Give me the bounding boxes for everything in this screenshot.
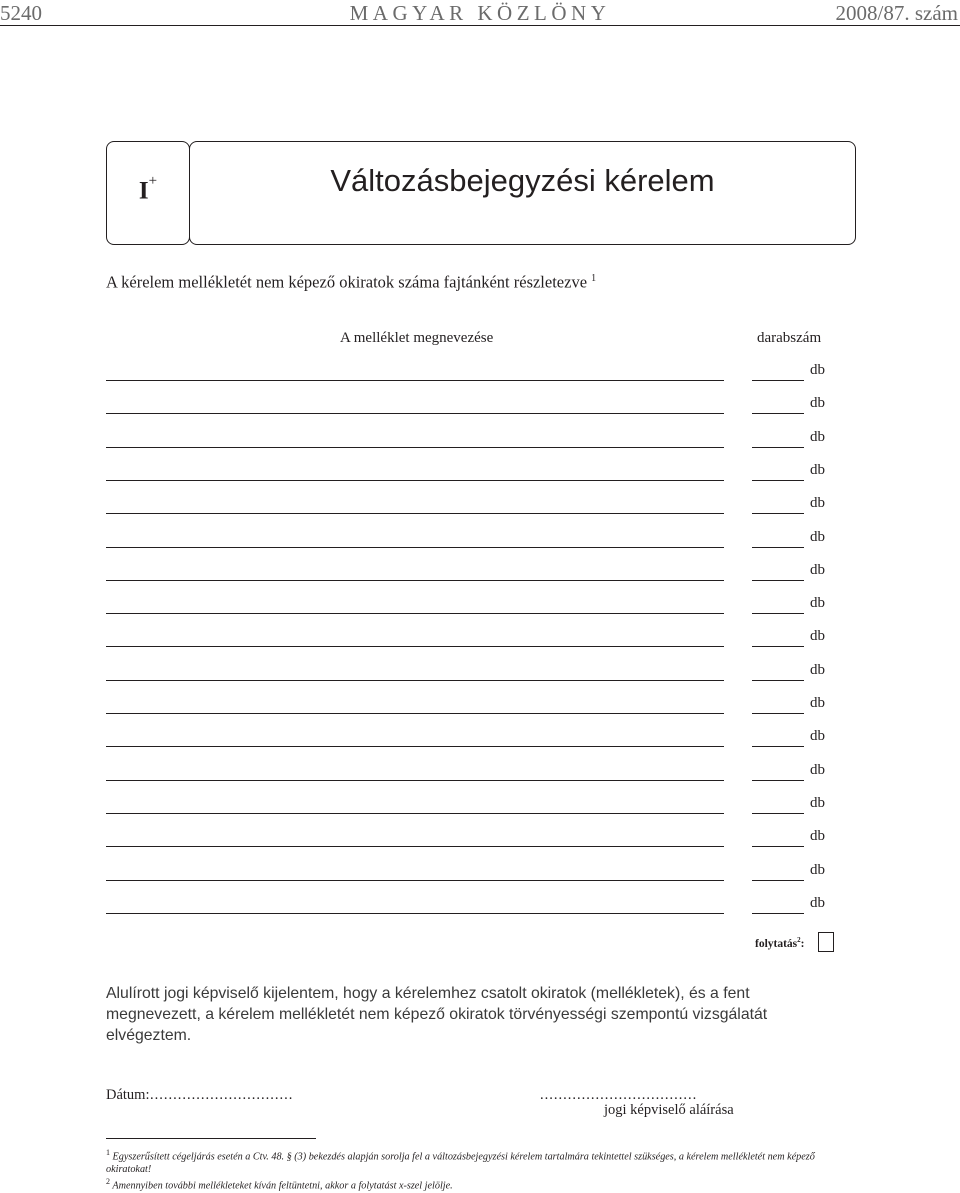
attachment-name-field[interactable]	[106, 380, 724, 381]
attachment-count-field[interactable]	[752, 913, 804, 914]
attachment-name-field[interactable]	[106, 513, 724, 514]
count-unit: db	[810, 794, 825, 811]
attachment-row	[0, 561, 960, 588]
count-unit: db	[810, 595, 825, 612]
attachment-name-field[interactable]	[106, 880, 724, 881]
attachment-row	[0, 861, 960, 888]
attachment-count-field[interactable]	[752, 680, 804, 681]
attachment-name-field[interactable]	[106, 646, 724, 647]
date-label: Dátum:	[106, 1087, 150, 1103]
attachment-row	[0, 395, 960, 421]
attachment-name-field[interactable]	[106, 780, 724, 781]
count-unit: db	[810, 894, 825, 911]
header-rule	[0, 25, 960, 26]
footnote-text: Amennyiben további mellékleteket kíván feltüntetni, akkor a folytatást x-szel jelölje.	[112, 1180, 453, 1192]
attachment-count-field[interactable]	[752, 646, 804, 647]
footnote-rule	[106, 1138, 316, 1139]
form-code	[106, 173, 190, 205]
attachment-name-field[interactable]	[106, 580, 724, 581]
attachment-row	[0, 628, 960, 654]
footnote-mark: 2	[106, 1177, 110, 1186]
attachment-name-field[interactable]	[106, 613, 724, 614]
footnote-mark: 1	[106, 1148, 110, 1157]
attachment-row	[0, 695, 960, 721]
attachment-name-field[interactable]	[106, 547, 724, 548]
attachment-row	[0, 761, 960, 788]
attachment-count-field[interactable]	[752, 413, 804, 414]
attachment-row	[0, 828, 960, 854]
attachment-name-field[interactable]	[106, 746, 724, 747]
attachment-name-field[interactable]	[106, 813, 724, 814]
count-unit: db	[810, 362, 825, 378]
attachment-count-field[interactable]	[752, 846, 804, 847]
count-unit: db	[810, 628, 825, 645]
attachment-count-field[interactable]	[752, 813, 804, 814]
form-code-sup: +	[148, 173, 158, 189]
continuation-footnote-mark: 2	[797, 936, 801, 944]
attachment-name-field[interactable]	[106, 447, 724, 448]
continuation-checkbox[interactable]	[818, 932, 834, 952]
attachment-count-field[interactable]	[752, 713, 804, 714]
continuation-text: folytatás	[755, 937, 798, 950]
attachment-name-field[interactable]	[106, 913, 724, 914]
attachment-count-field[interactable]	[752, 547, 804, 548]
attachment-count-field[interactable]	[752, 580, 804, 581]
attachment-row	[0, 894, 960, 921]
count-unit: db	[810, 661, 825, 678]
attachment-count-field[interactable]	[752, 613, 804, 614]
attachment-row	[0, 794, 960, 821]
attachment-name-field[interactable]	[106, 480, 724, 481]
attachment-name-field[interactable]	[106, 846, 724, 847]
issue-number: 2008/87. szám	[835, 1, 958, 25]
attachment-row	[0, 728, 960, 754]
attachment-row	[0, 428, 960, 455]
journal-title: MAGYAR KÖZLÖNY	[349, 1, 611, 25]
count-unit: db	[810, 761, 825, 778]
attachment-row	[0, 661, 960, 688]
continuation-colon: :	[800, 937, 805, 950]
footnote-1	[106, 1146, 826, 1176]
attachment-row	[0, 528, 960, 555]
date-field[interactable]: ...............................	[150, 1087, 294, 1103]
attachment-count-field[interactable]	[752, 447, 804, 448]
subtitle-text: A kérelem mellékletét nem képező okiratok száma fajtánként részletezve	[106, 272, 588, 292]
attachment-row	[0, 495, 960, 521]
count-unit: db	[810, 695, 825, 711]
attachment-row	[0, 362, 960, 388]
attachment-row	[0, 595, 960, 621]
attachment-count-field[interactable]	[752, 780, 804, 781]
attachment-count-field[interactable]	[752, 480, 804, 481]
signature-label: jogi képviselő aláírása	[604, 1102, 734, 1118]
count-unit: db	[810, 461, 825, 478]
attachment-row	[0, 461, 960, 488]
footnote-text: Egyszerűsített cégeljárás esetén a Ctv. 48. § (3) bekezdés alapján sorolja fel a változásbejegyzési kérelem tartalmára tekintettel szükséges, a kérelem mellékletét nem képező okiratokat!	[106, 1151, 815, 1176]
attachment-count-field[interactable]	[752, 380, 804, 381]
count-unit: db	[810, 528, 825, 545]
page-number: 5240	[0, 1, 42, 25]
count-unit: db	[810, 395, 825, 412]
count-unit: db	[810, 495, 825, 512]
count-unit: db	[810, 428, 825, 445]
count-unit: db	[810, 728, 825, 745]
attachment-name-field[interactable]	[106, 713, 724, 714]
count-unit: db	[810, 561, 825, 578]
attachment-count-field[interactable]	[752, 880, 804, 881]
signature-field[interactable]: ..................................	[540, 1087, 698, 1103]
attachment-count-field[interactable]	[752, 746, 804, 747]
count-unit: db	[810, 861, 825, 878]
attachment-name-field[interactable]	[106, 680, 724, 681]
continuation-label	[755, 936, 805, 950]
count-unit: db	[810, 828, 825, 845]
subtitle-footnote-mark: 1	[591, 273, 597, 284]
attachment-name-field[interactable]	[106, 413, 724, 414]
attachment-count-field[interactable]	[752, 513, 804, 514]
footnote-2	[106, 1175, 826, 1192]
form-subtitle	[106, 268, 596, 294]
column-header-name: A melléklet megnevezése	[340, 330, 494, 346]
column-header-count: darabszám	[757, 330, 822, 346]
declaration-statement: Alulírott jogi képviselő kijelentem, hogy a kérelemhez csatolt okiratok (mellékletek), és a fent megnevezett, a kérelem mellékletét nem képező okiratok törvényességi szempontú vizsgálatát elvégeztem.	[106, 985, 768, 1044]
form-title: Változásbejegyzési kérelem	[330, 163, 715, 198]
form-code-letter: I	[138, 177, 149, 205]
